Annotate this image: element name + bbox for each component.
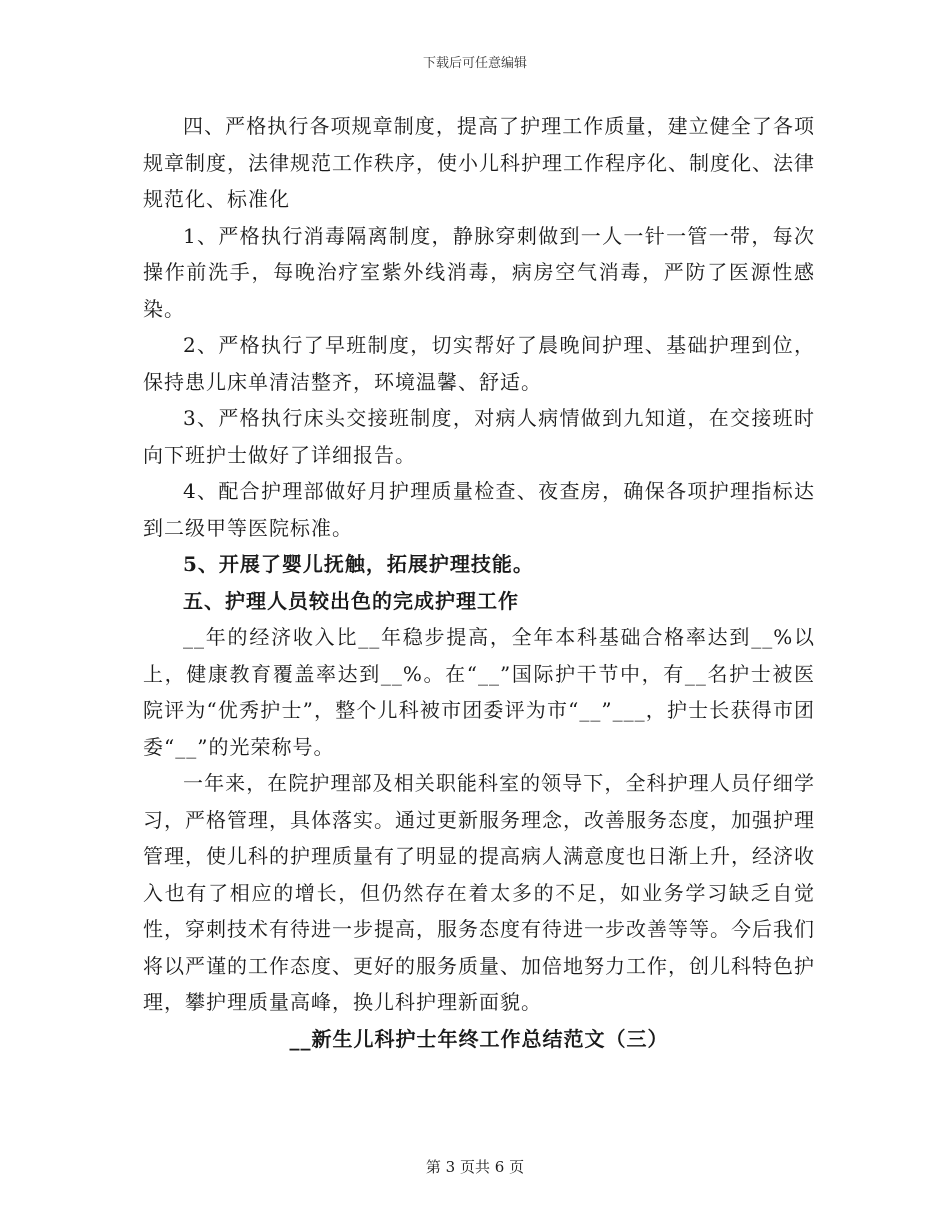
next-document-title: __新生儿科护士年终工作总结范文（三） xyxy=(289,1026,669,1051)
item-two-paragraph: 2、严格执行了早班制度，切实帮好了晨晚间护理、基础护理到位，保持患儿床单清洁整齐，环境温馨、舒适。 xyxy=(143,333,815,394)
summary-paragraph: 一年来，在院护理部及相关职能科室的领导下，全科护理人员仔细学习，严格管理，具体落实。通过更新服务理念，改善服务态度，加强护理管理，使儿科的护理质量有了明显的提高病人满意度也日渐上升，经济收入也有了相应的增长，但仍然存在着太多的不足，如业务学习缺乏自觉性，穿刺技术有待进一步提高，服务态度有待进一步改善等等。今后我们将以严谨的工作态度、更好的服务质量、加倍地努力工作，创儿科特色护理，攀护理质量高峰，换儿科护理新面貌。 xyxy=(143,771,815,1014)
page-header: 下载后可任意编辑 xyxy=(422,56,527,71)
document-body xyxy=(143,108,815,1057)
section-five-heading: 五、护理人员较出色的完成护理工作 xyxy=(183,588,519,613)
item-four-paragraph: 4、配合护理部做好月护理质量检查、夜查房，确保各项护理指标达到二级甲等医院标准。 xyxy=(143,479,815,540)
item-one-paragraph: 1、严格执行消毒隔离制度，静脉穿刺做到一人一针一管一带，每次操作前洗手，每晚治疗室紫外线消毒，病房空气消毒，严防了医源性感染。 xyxy=(143,223,815,321)
section-four-paragraph: 四、严格执行各项规章制度，提高了护理工作质量，建立健全了各项规章制度，法律规范工作秩序，使小儿科护理工作程序化、制度化、法律规范化、标准化 xyxy=(143,114,815,211)
page-number: 第 3 页共 6 页 xyxy=(425,1158,525,1176)
item-five-heading: 5、开展了婴儿抚触，拓展护理技能。 xyxy=(183,552,534,576)
income-paragraph: __年的经济收入比__年稳步提高，全年本科基础合格率达到__%以上，健康教育覆盖率达到__%。在“__”国际护干节中，有__名护士被医院评为“优秀护士”，整个儿科被市团委评为市“__”___，护士长获得市团委“__”的光荣称号。 xyxy=(143,625,815,759)
item-three-paragraph: 3、严格执行床头交接班制度，对病人病情做到九知道，在交接班时向下班护士做好了详细报告。 xyxy=(143,406,815,467)
